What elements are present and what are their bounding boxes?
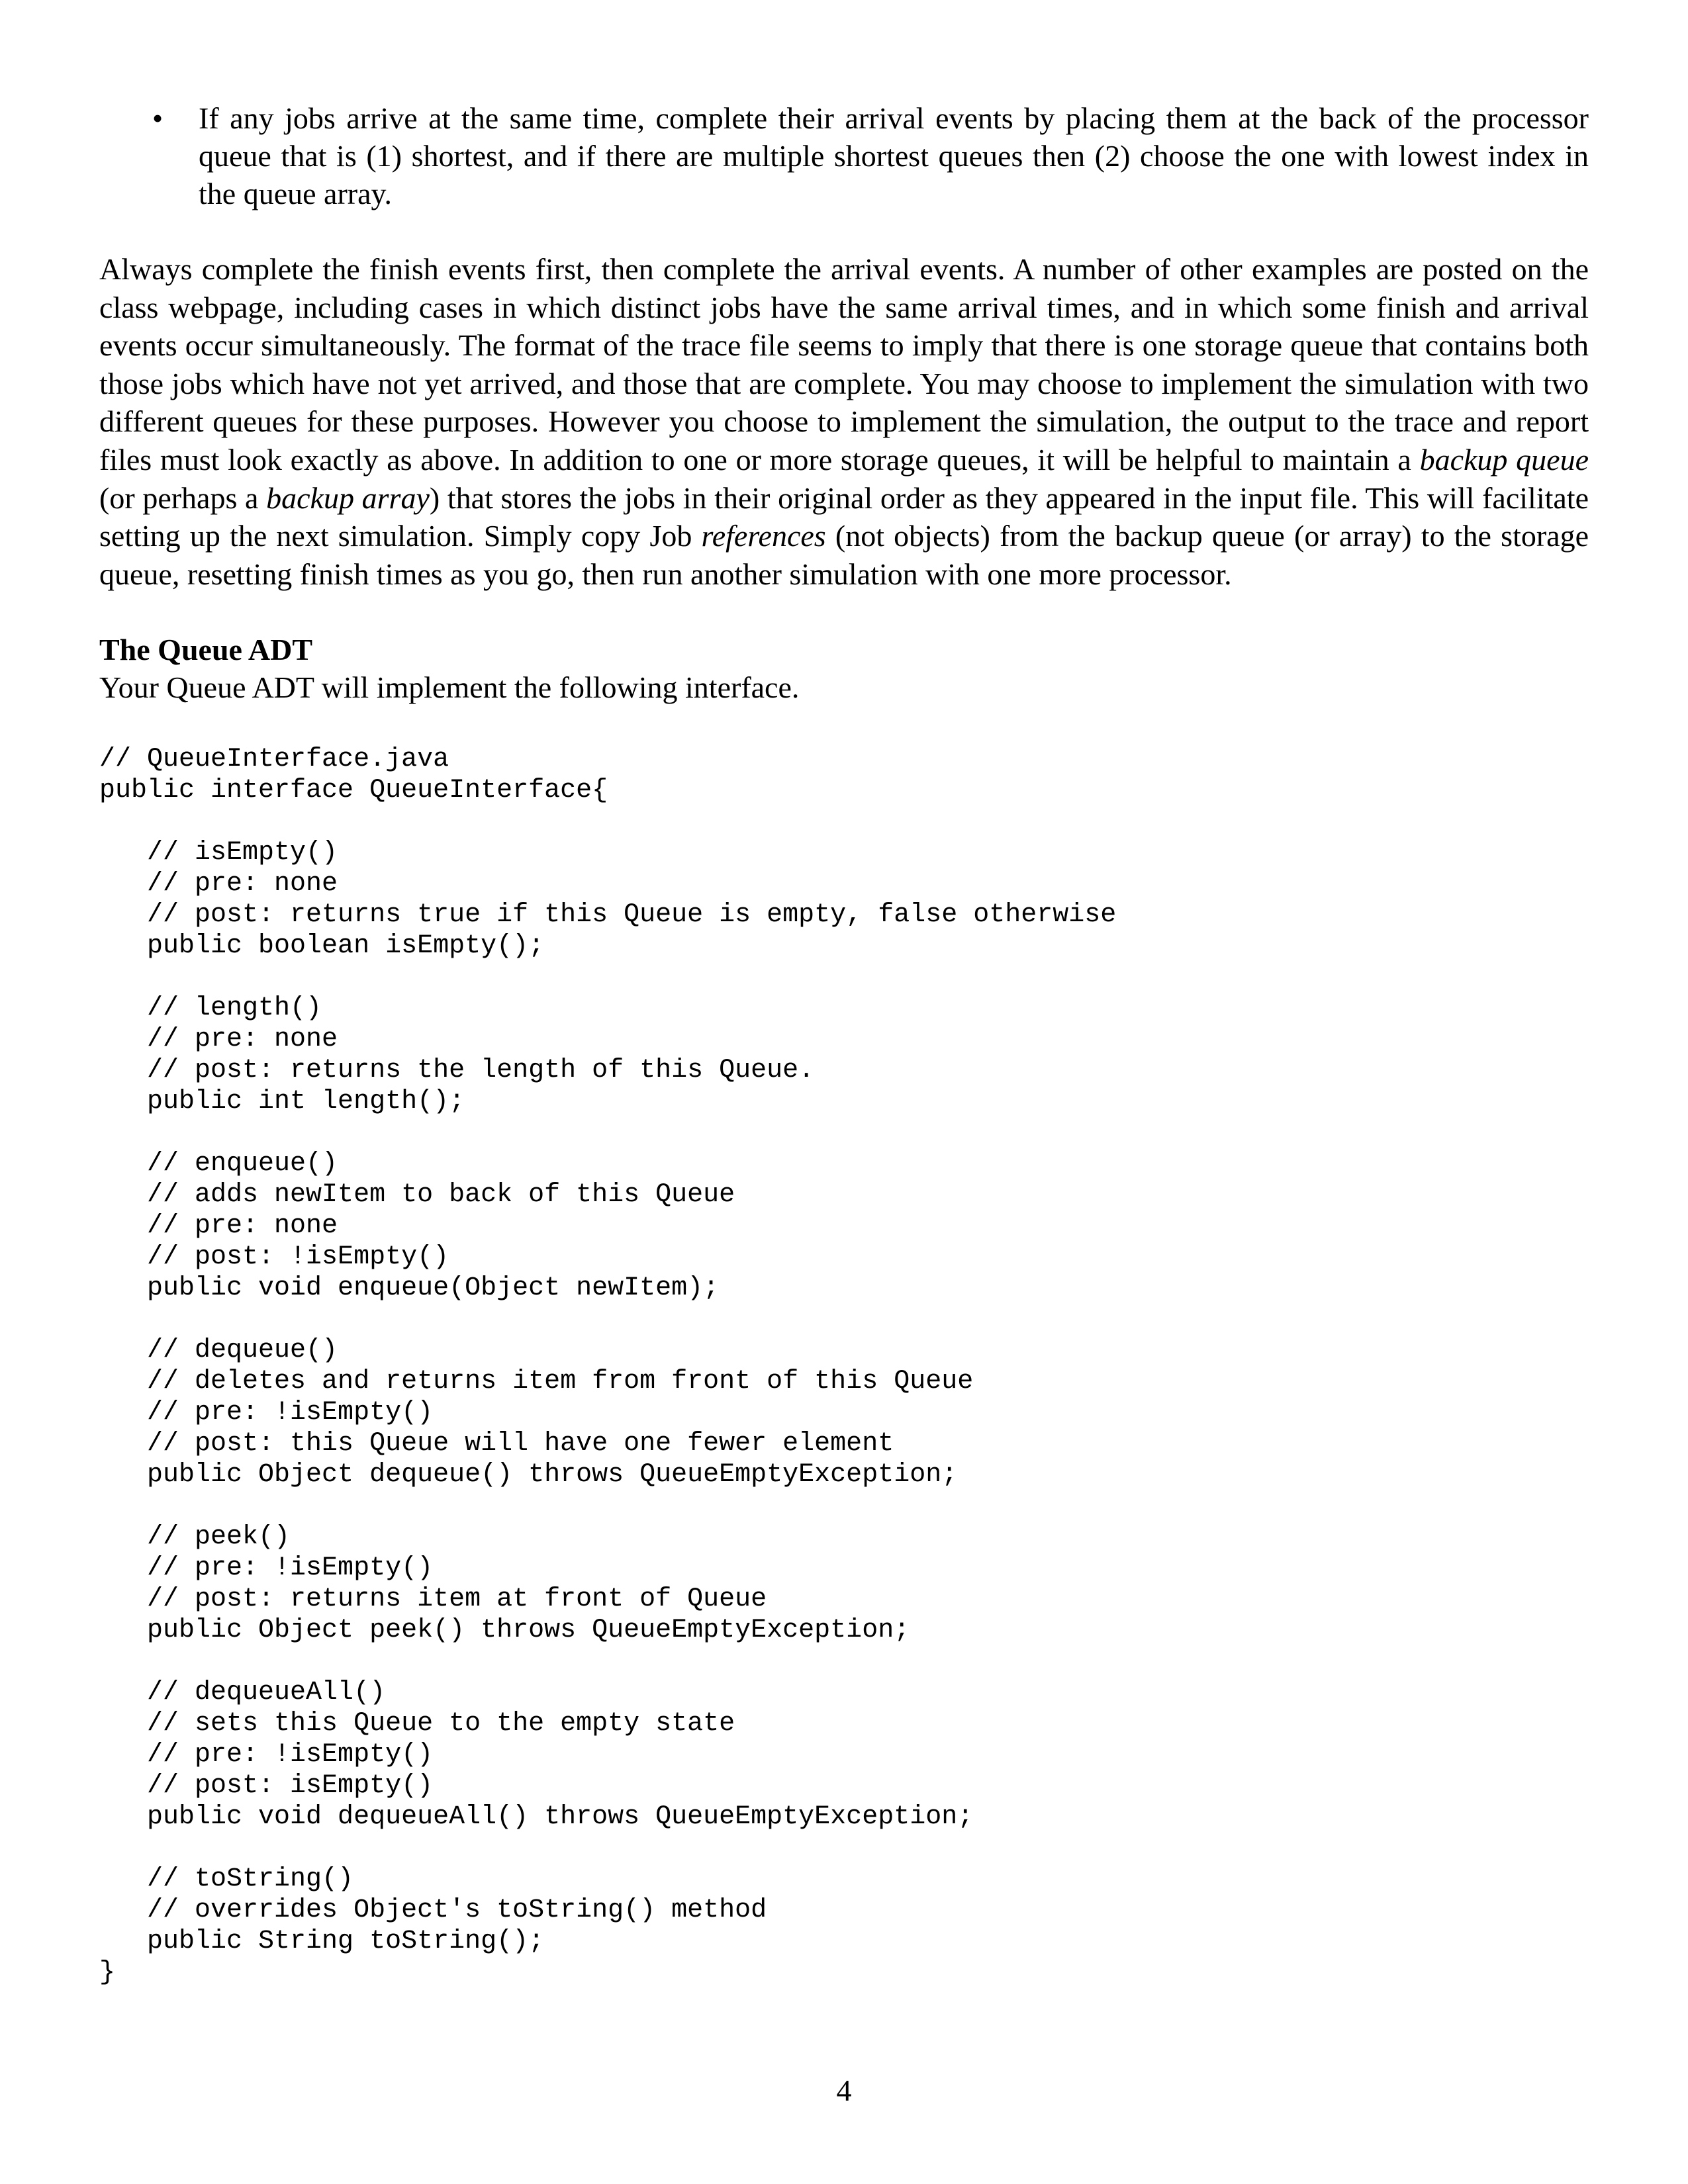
bullet-text: If any jobs arrive at the same time, complete their arrival events by placing them at the back of the processor queue that is (1) shortest, and if there are multiple shortest queues then (2) choose the one with lowest index in the queue array.	[199, 101, 1589, 210]
code-line: // pre: none	[99, 1024, 338, 1055]
code-line: // QueueInterface.java	[99, 745, 449, 775]
code-line: // peek()	[99, 1522, 291, 1553]
code-line: // pre: none	[99, 1211, 338, 1242]
document-page	[99, 99, 1589, 1988]
code-line	[99, 1833, 1589, 1864]
code-line: // pre: !isEmpty()	[99, 1553, 434, 1584]
code-line: public interface QueueInterface{	[99, 776, 608, 806]
code-line	[99, 1117, 1589, 1148]
code-line: // enqueue()	[99, 1149, 338, 1179]
code-line: // post: returns item at front of Queue	[99, 1584, 767, 1615]
code-line: // deletes and returns item from front of this Queue	[99, 1367, 974, 1397]
paragraph-text: Always complete the finish events first, then complete the arrival events. A number of other examples are posted on the class webpage, including cases in which distinct jobs have the same arrival times, and in which some finish and arrival events occur simultaneously. The format of the trace file seems to imply that there is one storage queue that contains both those jobs which have not yet arrived, and those that are complete. You may choose to implement the simulation with two different queues for these purposes. However you choose to implement the simulation, the output to the trace and report files must look exactly as above. In addition to one or more storage queues, it will be helpful to maintain a	[99, 252, 1589, 477]
code-line: }	[99, 1958, 116, 1988]
code-line: // isEmpty()	[99, 838, 338, 868]
code-line: // post: isEmpty()	[99, 1771, 434, 1801]
code-line: public String toString();	[99, 1927, 545, 1957]
section-intro: Your Queue ADT will implement the following interface.	[99, 670, 800, 705]
section-heading: The Queue ADT	[99, 633, 313, 667]
code-line: public Object peek() throws QueueEmptyException;	[99, 1615, 910, 1646]
code-line: public void dequeueAll() throws QueueEmptyException;	[99, 1802, 974, 1833]
code-line: // overrides Object's toString() method	[99, 1895, 767, 1926]
code-line	[99, 1304, 1589, 1335]
code-line: // adds newItem to back of this Queue	[99, 1180, 735, 1210]
code-line: // post: !isEmpty()	[99, 1242, 449, 1273]
code-line: // pre: !isEmpty()	[99, 1740, 434, 1770]
code-block	[99, 744, 1589, 1988]
emphasis-references: references	[701, 519, 826, 553]
code-line: // post: returns the length of this Queue.	[99, 1056, 815, 1086]
code-line: // pre: !isEmpty()	[99, 1398, 434, 1428]
code-line	[99, 1646, 1589, 1677]
code-line: // length()	[99, 993, 322, 1024]
code-line: // post: this Queue will have one fewer element	[99, 1429, 894, 1459]
bullet-icon: •	[152, 101, 164, 135]
code-line	[99, 806, 1589, 837]
body-paragraph	[99, 250, 1589, 593]
code-line: // sets this Queue to the empty state	[99, 1709, 735, 1739]
code-line	[99, 1490, 1589, 1522]
emphasis-backup-queue: backup queue	[1419, 442, 1589, 477]
code-line: // toString()	[99, 1864, 354, 1895]
code-line: // pre: none	[99, 869, 338, 899]
code-line: public boolean isEmpty();	[99, 931, 545, 962]
page-number: 4	[836, 2073, 852, 2107]
paragraph-text: ) that stores the jobs in their original order as they appeared in the input file. This will facilitate setting up the next simulation. Simply copy Job	[99, 480, 1589, 553]
code-line: public void enqueue(Object newItem);	[99, 1273, 720, 1304]
code-line	[99, 962, 1589, 993]
code-line: // post: returns true if this Queue is empty, false otherwise	[99, 900, 1117, 931]
bullet-list-item	[99, 99, 1589, 212]
paragraph-text: (not objects) from the backup queue (or array) to the storage queue, resetting finish times as you go, then run another simulation with one more processor.	[99, 519, 1589, 591]
code-line: // dequeue()	[99, 1336, 338, 1366]
paragraph-text: (or perhaps a	[99, 480, 267, 515]
emphasis-backup-array: backup array	[266, 480, 430, 515]
code-line: public int length();	[99, 1087, 465, 1117]
code-line: public Object dequeue() throws QueueEmptyException;	[99, 1460, 958, 1490]
code-line: // dequeueAll()	[99, 1678, 386, 1708]
